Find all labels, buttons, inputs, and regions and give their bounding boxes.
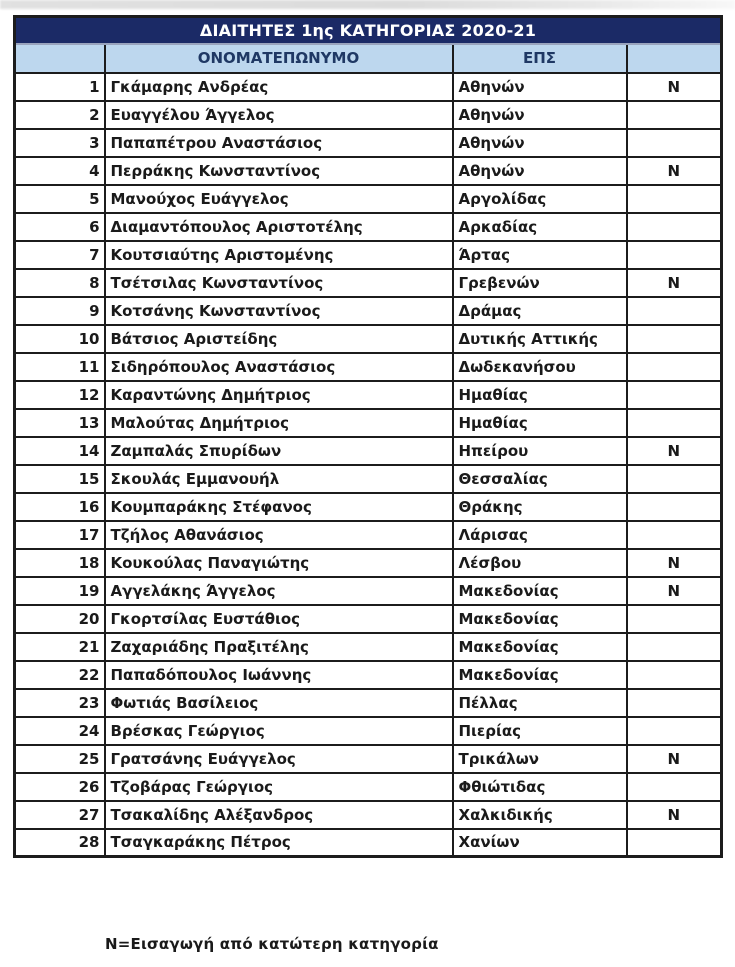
row-flag xyxy=(627,101,722,129)
row-eps: Φθιώτιδας xyxy=(453,773,627,801)
row-number: 26 xyxy=(15,773,105,801)
row-number: 2 xyxy=(15,101,105,129)
row-number: 24 xyxy=(15,717,105,745)
row-number: 5 xyxy=(15,185,105,213)
row-name: Τζοβάρας Γεώργιος xyxy=(105,773,453,801)
table-row xyxy=(15,185,722,213)
column-header-number xyxy=(15,44,105,73)
row-eps: Τρικάλων xyxy=(453,745,627,773)
row-name: Σιδηρόπουλος Αναστάσιος xyxy=(105,353,453,381)
legend-text: Ν=Εισαγωγή από κατώτερη κατηγορία xyxy=(105,935,439,953)
row-flag: Ν xyxy=(627,801,722,829)
row-name: Διαμαντόπουλος Αριστοτέλης xyxy=(105,213,453,241)
row-number: 9 xyxy=(15,297,105,325)
row-eps: Ηπείρου xyxy=(453,437,627,465)
row-flag xyxy=(627,493,722,521)
row-flag xyxy=(627,521,722,549)
row-eps: Μακεδονίας xyxy=(453,661,627,689)
row-flag xyxy=(627,325,722,353)
row-flag: Ν xyxy=(627,549,722,577)
row-flag xyxy=(627,717,722,745)
row-eps: Αθηνών xyxy=(453,157,627,185)
table-row xyxy=(15,269,722,297)
table-row xyxy=(15,717,722,745)
table-row xyxy=(15,801,722,829)
row-eps: Αθηνών xyxy=(453,101,627,129)
row-eps: Άρτας xyxy=(453,241,627,269)
row-flag xyxy=(627,381,722,409)
row-eps: Αργολίδας xyxy=(453,185,627,213)
row-name: Ζαχαριάδης Πραξιτέλης xyxy=(105,633,453,661)
referees-table-container xyxy=(13,15,720,858)
table-row xyxy=(15,297,722,325)
row-flag xyxy=(627,661,722,689)
row-number: 18 xyxy=(15,549,105,577)
row-name: Ζαμπαλάς Σπυρίδων xyxy=(105,437,453,465)
row-name: Παπαπέτρου Αναστάσιος xyxy=(105,129,453,157)
table-row xyxy=(15,661,722,689)
row-name: Σκουλάς Εμμανουήλ xyxy=(105,465,453,493)
row-name: Τσακαλίδης Αλέξανδρος xyxy=(105,801,453,829)
table-row xyxy=(15,549,722,577)
row-eps: Πέλλας xyxy=(453,689,627,717)
row-number: 3 xyxy=(15,129,105,157)
row-flag xyxy=(627,773,722,801)
row-number: 7 xyxy=(15,241,105,269)
row-name: Φωτιάς Βασίλειος xyxy=(105,689,453,717)
row-flag xyxy=(627,353,722,381)
row-eps: Λέσβου xyxy=(453,549,627,577)
table-row xyxy=(15,689,722,717)
table-row xyxy=(15,129,722,157)
row-name: Γκορτσίλας Ευστάθιος xyxy=(105,605,453,633)
row-flag xyxy=(627,241,722,269)
column-header-flag xyxy=(627,44,722,73)
table-row xyxy=(15,829,722,857)
row-flag xyxy=(627,185,722,213)
row-flag xyxy=(627,689,722,717)
row-flag: Ν xyxy=(627,157,722,185)
row-flag xyxy=(627,829,722,857)
row-eps: Δυτικής Αττικής xyxy=(453,325,627,353)
row-eps: Θεσσαλίας xyxy=(453,465,627,493)
row-name: Ευαγγέλου Άγγελος xyxy=(105,101,453,129)
table-row xyxy=(15,633,722,661)
row-name: Καραντώνης Δημήτριος xyxy=(105,381,453,409)
row-number: 1 xyxy=(15,73,105,101)
table-row xyxy=(15,745,722,773)
row-flag: Ν xyxy=(627,437,722,465)
row-eps: Μακεδονίας xyxy=(453,577,627,605)
row-flag xyxy=(627,213,722,241)
table-row xyxy=(15,101,722,129)
row-eps: Χαλκιδικής xyxy=(453,801,627,829)
table-row xyxy=(15,437,722,465)
table-row xyxy=(15,213,722,241)
row-number: 13 xyxy=(15,409,105,437)
table-title-row xyxy=(15,17,722,44)
row-name: Μανούχος Ευάγγελος xyxy=(105,185,453,213)
row-eps: Δωδεκανήσου xyxy=(453,353,627,381)
table-row xyxy=(15,577,722,605)
table-row xyxy=(15,521,722,549)
row-flag: Ν xyxy=(627,745,722,773)
row-name: Κουμπαράκης Στέφανος xyxy=(105,493,453,521)
row-name: Τσαγκαράκης Πέτρος xyxy=(105,829,453,857)
row-number: 23 xyxy=(15,689,105,717)
row-flag: Ν xyxy=(627,269,722,297)
row-eps: Μακεδονίας xyxy=(453,605,627,633)
table-row xyxy=(15,157,722,185)
row-eps: Γρεβενών xyxy=(453,269,627,297)
row-number: 17 xyxy=(15,521,105,549)
row-number: 12 xyxy=(15,381,105,409)
row-eps: Ημαθίας xyxy=(453,381,627,409)
row-number: 25 xyxy=(15,745,105,773)
row-number: 8 xyxy=(15,269,105,297)
row-number: 11 xyxy=(15,353,105,381)
table-row xyxy=(15,465,722,493)
row-eps: Μακεδονίας xyxy=(453,633,627,661)
column-header-eps: ΕΠΣ xyxy=(453,44,627,73)
row-name: Παπαδόπουλος Ιωάννης xyxy=(105,661,453,689)
row-name: Βάτσιος Αριστείδης xyxy=(105,325,453,353)
row-name: Αγγελάκης Άγγελος xyxy=(105,577,453,605)
table-row xyxy=(15,773,722,801)
table-row xyxy=(15,493,722,521)
table-row xyxy=(15,381,722,409)
row-name: Τσέτσιλας Κωνσταντίνος xyxy=(105,269,453,297)
row-number: 20 xyxy=(15,605,105,633)
row-eps: Χανίων xyxy=(453,829,627,857)
row-flag xyxy=(627,129,722,157)
scan-artifact xyxy=(0,0,735,9)
row-eps: Αθηνών xyxy=(453,129,627,157)
table-row xyxy=(15,353,722,381)
table-row xyxy=(15,325,722,353)
row-number: 14 xyxy=(15,437,105,465)
row-name: Περράκης Κωνσταντίνος xyxy=(105,157,453,185)
row-eps: Αθηνών xyxy=(453,73,627,101)
table-title: ΔΙΑΙΤΗΤΕΣ 1ης ΚΑΤΗΓΟΡΙΑΣ 2020-21 xyxy=(15,17,722,44)
row-name: Κουκούλας Παναγιώτης xyxy=(105,549,453,577)
column-header-name: ΟΝΟΜΑΤΕΠΩΝΥΜΟ xyxy=(105,44,453,73)
row-name: Κουτσιαύτης Αριστομένης xyxy=(105,241,453,269)
row-eps: Ημαθίας xyxy=(453,409,627,437)
row-flag xyxy=(627,633,722,661)
row-eps: Αρκαδίας xyxy=(453,213,627,241)
referees-table xyxy=(13,15,723,858)
table-row xyxy=(15,409,722,437)
row-number: 16 xyxy=(15,493,105,521)
row-name: Βρέσκας Γεώργιος xyxy=(105,717,453,745)
row-flag: Ν xyxy=(627,577,722,605)
table-row xyxy=(15,241,722,269)
table-header-row xyxy=(15,44,722,73)
row-eps: Δράμας xyxy=(453,297,627,325)
row-flag xyxy=(627,409,722,437)
row-eps: Λάρισας xyxy=(453,521,627,549)
row-flag: Ν xyxy=(627,73,722,101)
row-flag xyxy=(627,605,722,633)
row-name: Γκάμαρης Ανδρέας xyxy=(105,73,453,101)
table-row xyxy=(15,73,722,101)
row-number: 19 xyxy=(15,577,105,605)
row-number: 21 xyxy=(15,633,105,661)
table-body xyxy=(15,73,722,857)
row-number: 6 xyxy=(15,213,105,241)
table-row xyxy=(15,605,722,633)
row-number: 4 xyxy=(15,157,105,185)
row-name: Κοτσάνης Κωνσταντίνος xyxy=(105,297,453,325)
row-eps: Θράκης xyxy=(453,493,627,521)
row-number: 15 xyxy=(15,465,105,493)
row-flag xyxy=(627,297,722,325)
row-number: 10 xyxy=(15,325,105,353)
row-eps: Πιερίας xyxy=(453,717,627,745)
row-flag xyxy=(627,465,722,493)
row-number: 27 xyxy=(15,801,105,829)
row-number: 28 xyxy=(15,829,105,857)
row-name: Γρατσάνης Ευάγγελος xyxy=(105,745,453,773)
row-name: Μαλούτας Δημήτριος xyxy=(105,409,453,437)
row-name: Τζήλος Αθανάσιος xyxy=(105,521,453,549)
row-number: 22 xyxy=(15,661,105,689)
